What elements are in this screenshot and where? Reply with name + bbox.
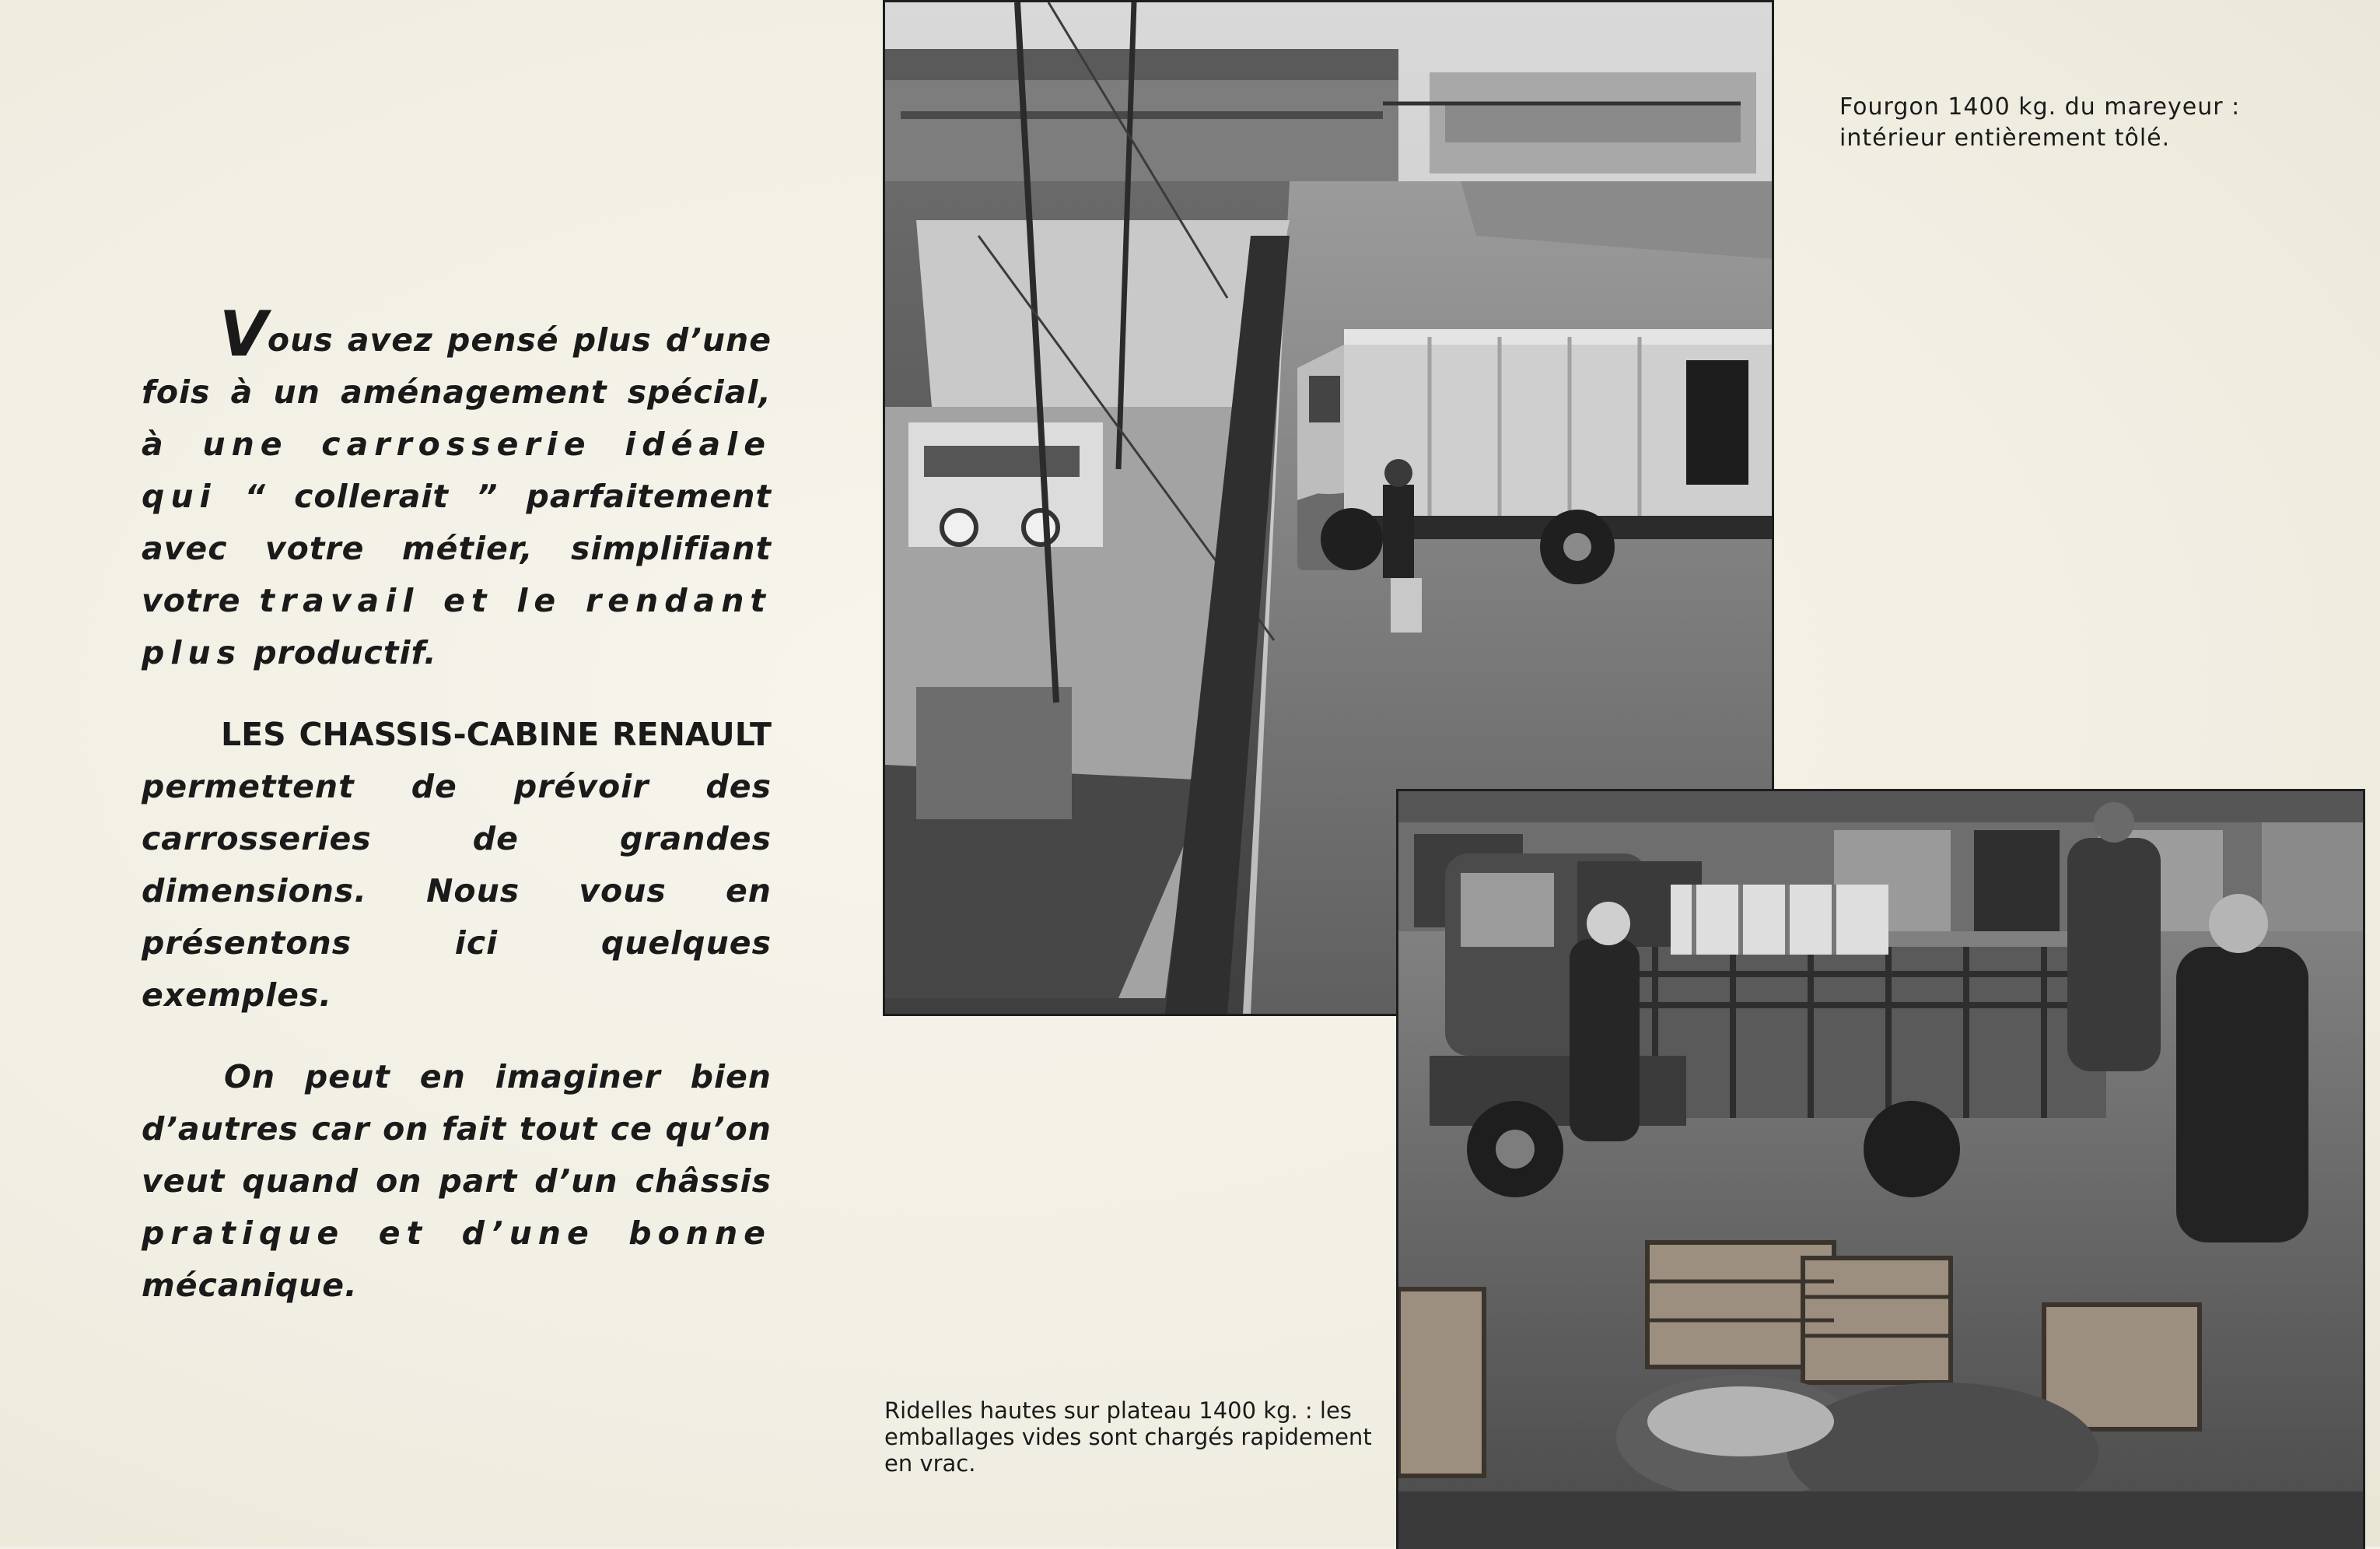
paragraph-1-line-d: travail et le rendant plus <box>142 582 772 671</box>
intro-text <box>142 298 772 1341</box>
paragraph-2 <box>142 709 772 1022</box>
brand-heading: LES CHASSIS-CABINE RENAULT <box>221 716 772 753</box>
paragraph-3-line-c: mécanique. <box>142 1267 358 1304</box>
caption-van: Fourgon 1400 kg. du mareyeur : intérieur entièrement tôlé. <box>1839 93 2241 152</box>
paragraph-1 <box>142 298 772 679</box>
paragraph-1-line-e: productif. <box>254 634 437 671</box>
paragraph-1-line-a: ous avez pensé plus d’une fois à un aménagement spécial, <box>142 321 772 411</box>
market-photo-illustration <box>1398 791 2363 1549</box>
market-truck-photo <box>1396 789 2365 1549</box>
paragraph-1-line-b: à une carrosserie idéale qui <box>142 426 772 515</box>
paragraph-2-text: permettent de prévoir des carrosseries de grandes dimensions. Nous vous en présentons ici quelques exemples. <box>142 768 772 1014</box>
drop-cap: V <box>219 298 268 370</box>
paragraph-1-line-c: “ collerait ” parfaitement avec votre métier, simplifiant votre <box>142 478 772 619</box>
paragraph-3-line-b: pratique et d’une bonne <box>142 1214 772 1252</box>
paragraph-3-line-a: On peut en imaginer bien d’autres car on fait tout ce qu’on veut quand on part d’un châssis <box>142 1058 772 1200</box>
caption-truck: Ridelles hautes sur plateau 1400 kg. : les emballages vides sont chargés rapidement en vrac. <box>884 1397 1372 1477</box>
paragraph-3 <box>142 1051 772 1312</box>
